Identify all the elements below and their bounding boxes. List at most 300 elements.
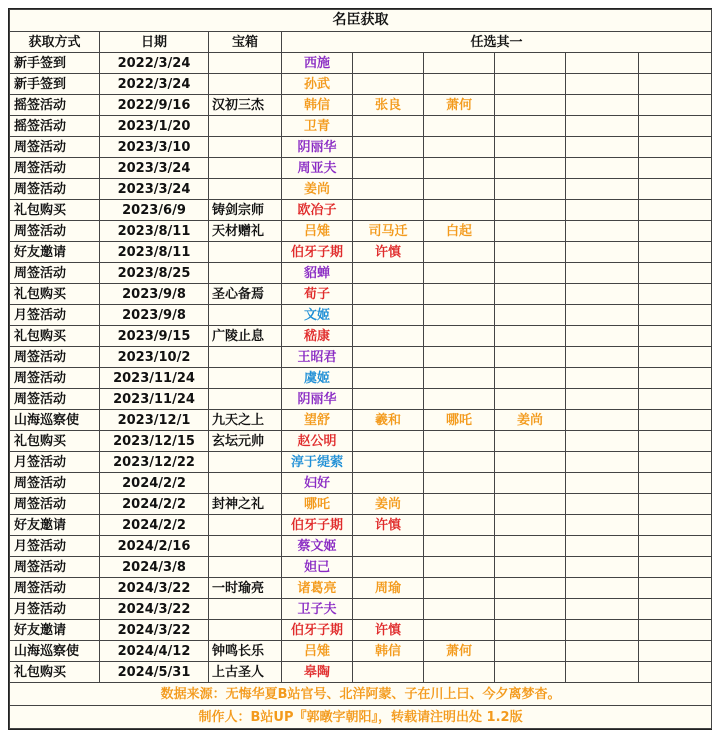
- footer-credit-row: [10, 706, 712, 729]
- date-cell: 2024/3/22: [100, 578, 209, 599]
- hero-cell: [495, 494, 566, 515]
- method-cell: 月签活动: [10, 599, 100, 620]
- chest-cell: [209, 158, 282, 179]
- hero-cell: [424, 116, 495, 137]
- date-cell: 2024/2/2: [100, 515, 209, 536]
- header-date: 日期: [100, 32, 209, 53]
- method-cell: 礼包购买: [10, 326, 100, 347]
- hero-cell: [566, 221, 639, 242]
- hero-cell: 韩信: [353, 641, 424, 662]
- method-cell: 礼包购买: [10, 431, 100, 452]
- hero-cell: [566, 179, 639, 200]
- chest-cell: [209, 305, 282, 326]
- hero-cell: 荀子: [282, 284, 353, 305]
- method-cell: 月签活动: [10, 305, 100, 326]
- table-row: [10, 368, 712, 389]
- hero-cell: 韩信: [282, 95, 353, 116]
- hero-cell: [495, 389, 566, 410]
- method-cell: 礼包购买: [10, 200, 100, 221]
- method-cell: 礼包购买: [10, 662, 100, 683]
- hero-cell: [566, 662, 639, 683]
- header-chest: 宝箱: [209, 32, 282, 53]
- date-cell: 2023/10/2: [100, 347, 209, 368]
- method-cell: 山海巡察使: [10, 410, 100, 431]
- hero-cell: [424, 557, 495, 578]
- hero-cell: [424, 473, 495, 494]
- method-cell: 新手签到: [10, 74, 100, 95]
- date-cell: 2023/12/22: [100, 452, 209, 473]
- hero-cell: 赵公明: [282, 431, 353, 452]
- method-cell: 摇签活动: [10, 95, 100, 116]
- hero-cell: [566, 137, 639, 158]
- chest-cell: 天材赠礼: [209, 221, 282, 242]
- hero-cell: [353, 431, 424, 452]
- hero-cell: [566, 410, 639, 431]
- hero-cell: [639, 620, 712, 641]
- method-cell: 周签活动: [10, 263, 100, 284]
- method-cell: 周签活动: [10, 179, 100, 200]
- hero-cell: [566, 95, 639, 116]
- method-cell: 好友邀请: [10, 242, 100, 263]
- hero-cell: 萧何: [424, 95, 495, 116]
- chest-cell: [209, 179, 282, 200]
- chest-cell: 钟鸣长乐: [209, 641, 282, 662]
- hero-cell: [639, 515, 712, 536]
- table-row: [10, 53, 712, 74]
- table-row: [10, 515, 712, 536]
- date-cell: 2023/3/10: [100, 137, 209, 158]
- title-row: [10, 10, 712, 32]
- hero-cell: [495, 221, 566, 242]
- date-cell: 2024/2/2: [100, 473, 209, 494]
- chest-cell: 上古圣人: [209, 662, 282, 683]
- chest-cell: [209, 557, 282, 578]
- table-row: [10, 221, 712, 242]
- hero-cell: [424, 53, 495, 74]
- method-cell: 周签活动: [10, 578, 100, 599]
- hero-cell: [566, 74, 639, 95]
- hero-cell: 伯牙子期: [282, 242, 353, 263]
- hero-cell: [353, 200, 424, 221]
- hero-cell: 周瑜: [353, 578, 424, 599]
- hero-cell: [424, 431, 495, 452]
- hero-cell: [353, 179, 424, 200]
- method-cell: 周签活动: [10, 389, 100, 410]
- method-cell: 周签活动: [10, 557, 100, 578]
- hero-cell: [495, 599, 566, 620]
- hero-cell: [495, 620, 566, 641]
- hero-cell: [639, 452, 712, 473]
- hero-cell: [495, 242, 566, 263]
- hero-cell: [495, 179, 566, 200]
- hero-cell: [424, 452, 495, 473]
- hero-cell: 阴丽华: [282, 137, 353, 158]
- hero-cell: [424, 137, 495, 158]
- method-cell: 山海巡察使: [10, 641, 100, 662]
- hero-cell: [566, 389, 639, 410]
- method-cell: 周签活动: [10, 221, 100, 242]
- hero-cell: [566, 305, 639, 326]
- hero-cell: 貂蝉: [282, 263, 353, 284]
- hero-cell: [495, 137, 566, 158]
- method-cell: 礼包购买: [10, 284, 100, 305]
- method-cell: 月签活动: [10, 452, 100, 473]
- hero-cell: [424, 74, 495, 95]
- hero-cell: 吕雉: [282, 641, 353, 662]
- hero-cell: [424, 389, 495, 410]
- date-cell: 2024/3/22: [100, 599, 209, 620]
- hero-cell: [639, 641, 712, 662]
- hero-cell: [495, 515, 566, 536]
- chest-cell: 广陵止息: [209, 326, 282, 347]
- hero-cell: [424, 242, 495, 263]
- hero-table: [9, 9, 712, 729]
- hero-cell: [424, 200, 495, 221]
- date-cell: 2023/11/24: [100, 368, 209, 389]
- method-cell: 周签活动: [10, 368, 100, 389]
- date-cell: 2023/8/11: [100, 221, 209, 242]
- hero-cell: 姜尚: [353, 494, 424, 515]
- hero-cell: [495, 452, 566, 473]
- hero-cell: 淳于缇萦: [282, 452, 353, 473]
- chest-cell: 封神之礼: [209, 494, 282, 515]
- hero-cell: [639, 578, 712, 599]
- hero-cell: [639, 599, 712, 620]
- hero-cell: [495, 284, 566, 305]
- hero-cell: [566, 284, 639, 305]
- table-row: [10, 284, 712, 305]
- hero-cell: [424, 284, 495, 305]
- hero-cell: 文姬: [282, 305, 353, 326]
- hero-cell: [566, 431, 639, 452]
- hero-cell: [495, 95, 566, 116]
- hero-cell: [639, 242, 712, 263]
- hero-cell: [566, 599, 639, 620]
- table-row: [10, 326, 712, 347]
- date-cell: 2023/3/24: [100, 158, 209, 179]
- hero-cell: [639, 284, 712, 305]
- date-cell: 2023/1/20: [100, 116, 209, 137]
- method-cell: 周签活动: [10, 473, 100, 494]
- hero-cell: 蔡文姬: [282, 536, 353, 557]
- hero-cell: [566, 641, 639, 662]
- hero-cell: [639, 389, 712, 410]
- date-cell: 2023/8/25: [100, 263, 209, 284]
- chest-cell: [209, 368, 282, 389]
- hero-cell: [566, 368, 639, 389]
- hero-cell: [639, 263, 712, 284]
- chest-cell: [209, 263, 282, 284]
- method-cell: 好友邀请: [10, 515, 100, 536]
- header-row: [10, 32, 712, 53]
- hero-cell: [639, 347, 712, 368]
- hero-cell: [424, 368, 495, 389]
- hero-cell: [566, 494, 639, 515]
- hero-cell: [495, 557, 566, 578]
- hero-cell: [639, 431, 712, 452]
- hero-cell: 姜尚: [495, 410, 566, 431]
- hero-cell: 姜尚: [282, 179, 353, 200]
- table-row: [10, 389, 712, 410]
- chest-cell: [209, 347, 282, 368]
- chest-cell: 圣心备焉: [209, 284, 282, 305]
- hero-cell: 望舒: [282, 410, 353, 431]
- chest-cell: [209, 452, 282, 473]
- hero-cell: [639, 368, 712, 389]
- table-row: [10, 200, 712, 221]
- hero-cell: [639, 74, 712, 95]
- hero-cell: [424, 599, 495, 620]
- hero-cell: [639, 410, 712, 431]
- table-row: [10, 578, 712, 599]
- chest-cell: [209, 116, 282, 137]
- chest-cell: [209, 599, 282, 620]
- method-cell: 月签活动: [10, 536, 100, 557]
- hero-cell: [424, 536, 495, 557]
- hero-cell: [639, 473, 712, 494]
- hero-cell: [639, 95, 712, 116]
- chest-cell: [209, 53, 282, 74]
- table-row: [10, 410, 712, 431]
- hero-cell: [353, 326, 424, 347]
- hero-cell: 妲己: [282, 557, 353, 578]
- table-row: [10, 242, 712, 263]
- hero-cell: 虞姬: [282, 368, 353, 389]
- hero-cell: [639, 116, 712, 137]
- hero-cell: [424, 494, 495, 515]
- hero-cell: [424, 326, 495, 347]
- hero-cell: 萧何: [424, 641, 495, 662]
- hero-cell: [639, 137, 712, 158]
- table-row: [10, 347, 712, 368]
- date-cell: 2023/8/11: [100, 242, 209, 263]
- hero-cell: [353, 158, 424, 179]
- hero-cell: 孙武: [282, 74, 353, 95]
- hero-cell: [495, 53, 566, 74]
- hero-cell: [353, 389, 424, 410]
- hero-cell: [353, 284, 424, 305]
- table-row: [10, 431, 712, 452]
- hero-cell: 吕雉: [282, 221, 353, 242]
- hero-cell: [424, 305, 495, 326]
- hero-cell: 羲和: [353, 410, 424, 431]
- method-cell: 新手签到: [10, 53, 100, 74]
- hero-cell: [639, 53, 712, 74]
- hero-cell: [566, 578, 639, 599]
- header-method: 获取方式: [10, 32, 100, 53]
- date-cell: 2023/9/15: [100, 326, 209, 347]
- table-row: [10, 305, 712, 326]
- hero-cell: [566, 263, 639, 284]
- method-cell: 周签活动: [10, 494, 100, 515]
- hero-cell: [424, 662, 495, 683]
- table-row: [10, 662, 712, 683]
- date-cell: 2023/9/8: [100, 305, 209, 326]
- hero-acquisition-sheet: [8, 8, 712, 730]
- hero-cell: [566, 53, 639, 74]
- hero-cell: [566, 557, 639, 578]
- hero-cell: 司马迁: [353, 221, 424, 242]
- hero-cell: [639, 179, 712, 200]
- hero-cell: [639, 494, 712, 515]
- hero-cell: [639, 221, 712, 242]
- date-cell: 2023/9/8: [100, 284, 209, 305]
- hero-cell: [353, 263, 424, 284]
- hero-cell: [353, 347, 424, 368]
- chest-cell: [209, 389, 282, 410]
- hero-cell: 许慎: [353, 515, 424, 536]
- table-row: [10, 536, 712, 557]
- table-row: [10, 95, 712, 116]
- hero-cell: [566, 326, 639, 347]
- hero-cell: 伯牙子期: [282, 620, 353, 641]
- chest-cell: 玄坛元帅: [209, 431, 282, 452]
- table-row: [10, 620, 712, 641]
- hero-cell: [353, 473, 424, 494]
- chest-cell: 铸剑宗师: [209, 200, 282, 221]
- hero-cell: [353, 368, 424, 389]
- footer-source-row: [10, 683, 712, 706]
- hero-cell: 王昭君: [282, 347, 353, 368]
- hero-cell: [566, 452, 639, 473]
- method-cell: 周签活动: [10, 158, 100, 179]
- hero-cell: [495, 305, 566, 326]
- date-cell: 2024/2/16: [100, 536, 209, 557]
- hero-cell: [566, 242, 639, 263]
- header-choose: 任选其一: [282, 32, 712, 53]
- chest-cell: 一时瑜亮: [209, 578, 282, 599]
- hero-cell: [424, 263, 495, 284]
- hero-cell: [566, 536, 639, 557]
- date-cell: 2024/4/12: [100, 641, 209, 662]
- hero-cell: [495, 662, 566, 683]
- hero-cell: [424, 158, 495, 179]
- date-cell: 2023/6/9: [100, 200, 209, 221]
- date-cell: 2022/3/24: [100, 53, 209, 74]
- hero-cell: [353, 599, 424, 620]
- hero-cell: [566, 200, 639, 221]
- hero-cell: [495, 326, 566, 347]
- hero-cell: [495, 641, 566, 662]
- hero-cell: [495, 578, 566, 599]
- date-cell: 2023/3/24: [100, 179, 209, 200]
- hero-cell: 欧冶子: [282, 200, 353, 221]
- date-cell: 2024/5/31: [100, 662, 209, 683]
- hero-cell: [566, 620, 639, 641]
- hero-cell: [495, 158, 566, 179]
- table-row: [10, 557, 712, 578]
- hero-cell: 阴丽华: [282, 389, 353, 410]
- hero-cell: [353, 137, 424, 158]
- hero-cell: [495, 368, 566, 389]
- chest-cell: 九天之上: [209, 410, 282, 431]
- chest-cell: 汉初三杰: [209, 95, 282, 116]
- hero-cell: [353, 557, 424, 578]
- date-cell: 2022/9/16: [100, 95, 209, 116]
- chest-cell: [209, 536, 282, 557]
- hero-cell: [495, 74, 566, 95]
- table-row: [10, 158, 712, 179]
- chest-cell: [209, 620, 282, 641]
- hero-cell: [424, 620, 495, 641]
- footer-credit: 制作人：B站UP『郭暾字朝阳』，转载请注明出处 1.2版: [10, 706, 712, 729]
- hero-cell: [353, 536, 424, 557]
- hero-cell: [353, 74, 424, 95]
- hero-cell: [639, 200, 712, 221]
- hero-cell: [566, 116, 639, 137]
- hero-cell: [353, 662, 424, 683]
- hero-cell: 嵇康: [282, 326, 353, 347]
- date-cell: 2023/12/1: [100, 410, 209, 431]
- hero-cell: [424, 515, 495, 536]
- hero-cell: [495, 431, 566, 452]
- date-cell: 2022/3/24: [100, 74, 209, 95]
- hero-cell: [566, 347, 639, 368]
- hero-cell: [639, 662, 712, 683]
- hero-cell: [639, 557, 712, 578]
- hero-cell: 妇好: [282, 473, 353, 494]
- hero-cell: [566, 473, 639, 494]
- hero-cell: [424, 347, 495, 368]
- hero-cell: [566, 158, 639, 179]
- table-row: [10, 473, 712, 494]
- date-cell: 2024/2/2: [100, 494, 209, 515]
- sheet-title: 名臣获取: [10, 10, 712, 32]
- hero-cell: 卫子夫: [282, 599, 353, 620]
- date-cell: 2024/3/8: [100, 557, 209, 578]
- hero-cell: 伯牙子期: [282, 515, 353, 536]
- table-row: [10, 116, 712, 137]
- hero-cell: 哪吒: [424, 410, 495, 431]
- table-row: [10, 263, 712, 284]
- chest-cell: [209, 473, 282, 494]
- hero-cell: [353, 305, 424, 326]
- date-cell: 2023/11/24: [100, 389, 209, 410]
- hero-cell: [639, 536, 712, 557]
- hero-cell: [495, 347, 566, 368]
- table-row: [10, 494, 712, 515]
- hero-cell: 皋陶: [282, 662, 353, 683]
- table-row: [10, 179, 712, 200]
- hero-cell: [495, 536, 566, 557]
- hero-cell: 白起: [424, 221, 495, 242]
- chest-cell: [209, 242, 282, 263]
- hero-cell: [639, 305, 712, 326]
- hero-cell: [424, 179, 495, 200]
- hero-cell: [495, 200, 566, 221]
- hero-cell: 哪吒: [282, 494, 353, 515]
- hero-cell: [495, 116, 566, 137]
- table-row: [10, 137, 712, 158]
- hero-cell: [424, 578, 495, 599]
- hero-cell: [639, 326, 712, 347]
- chest-cell: [209, 74, 282, 95]
- hero-cell: 卫青: [282, 116, 353, 137]
- hero-cell: 诸葛亮: [282, 578, 353, 599]
- method-cell: 摇签活动: [10, 116, 100, 137]
- date-cell: 2024/3/22: [100, 620, 209, 641]
- chest-cell: [209, 137, 282, 158]
- hero-cell: [639, 158, 712, 179]
- hero-cell: [353, 452, 424, 473]
- chest-cell: [209, 515, 282, 536]
- hero-cell: [495, 473, 566, 494]
- hero-cell: [566, 515, 639, 536]
- hero-cell: 张良: [353, 95, 424, 116]
- footer-source: 数据来源：无悔华夏B站官号、北洋阿蒙、子在川上曰、今夕离梦杳。: [10, 683, 712, 706]
- table-row: [10, 599, 712, 620]
- method-cell: 周签活动: [10, 137, 100, 158]
